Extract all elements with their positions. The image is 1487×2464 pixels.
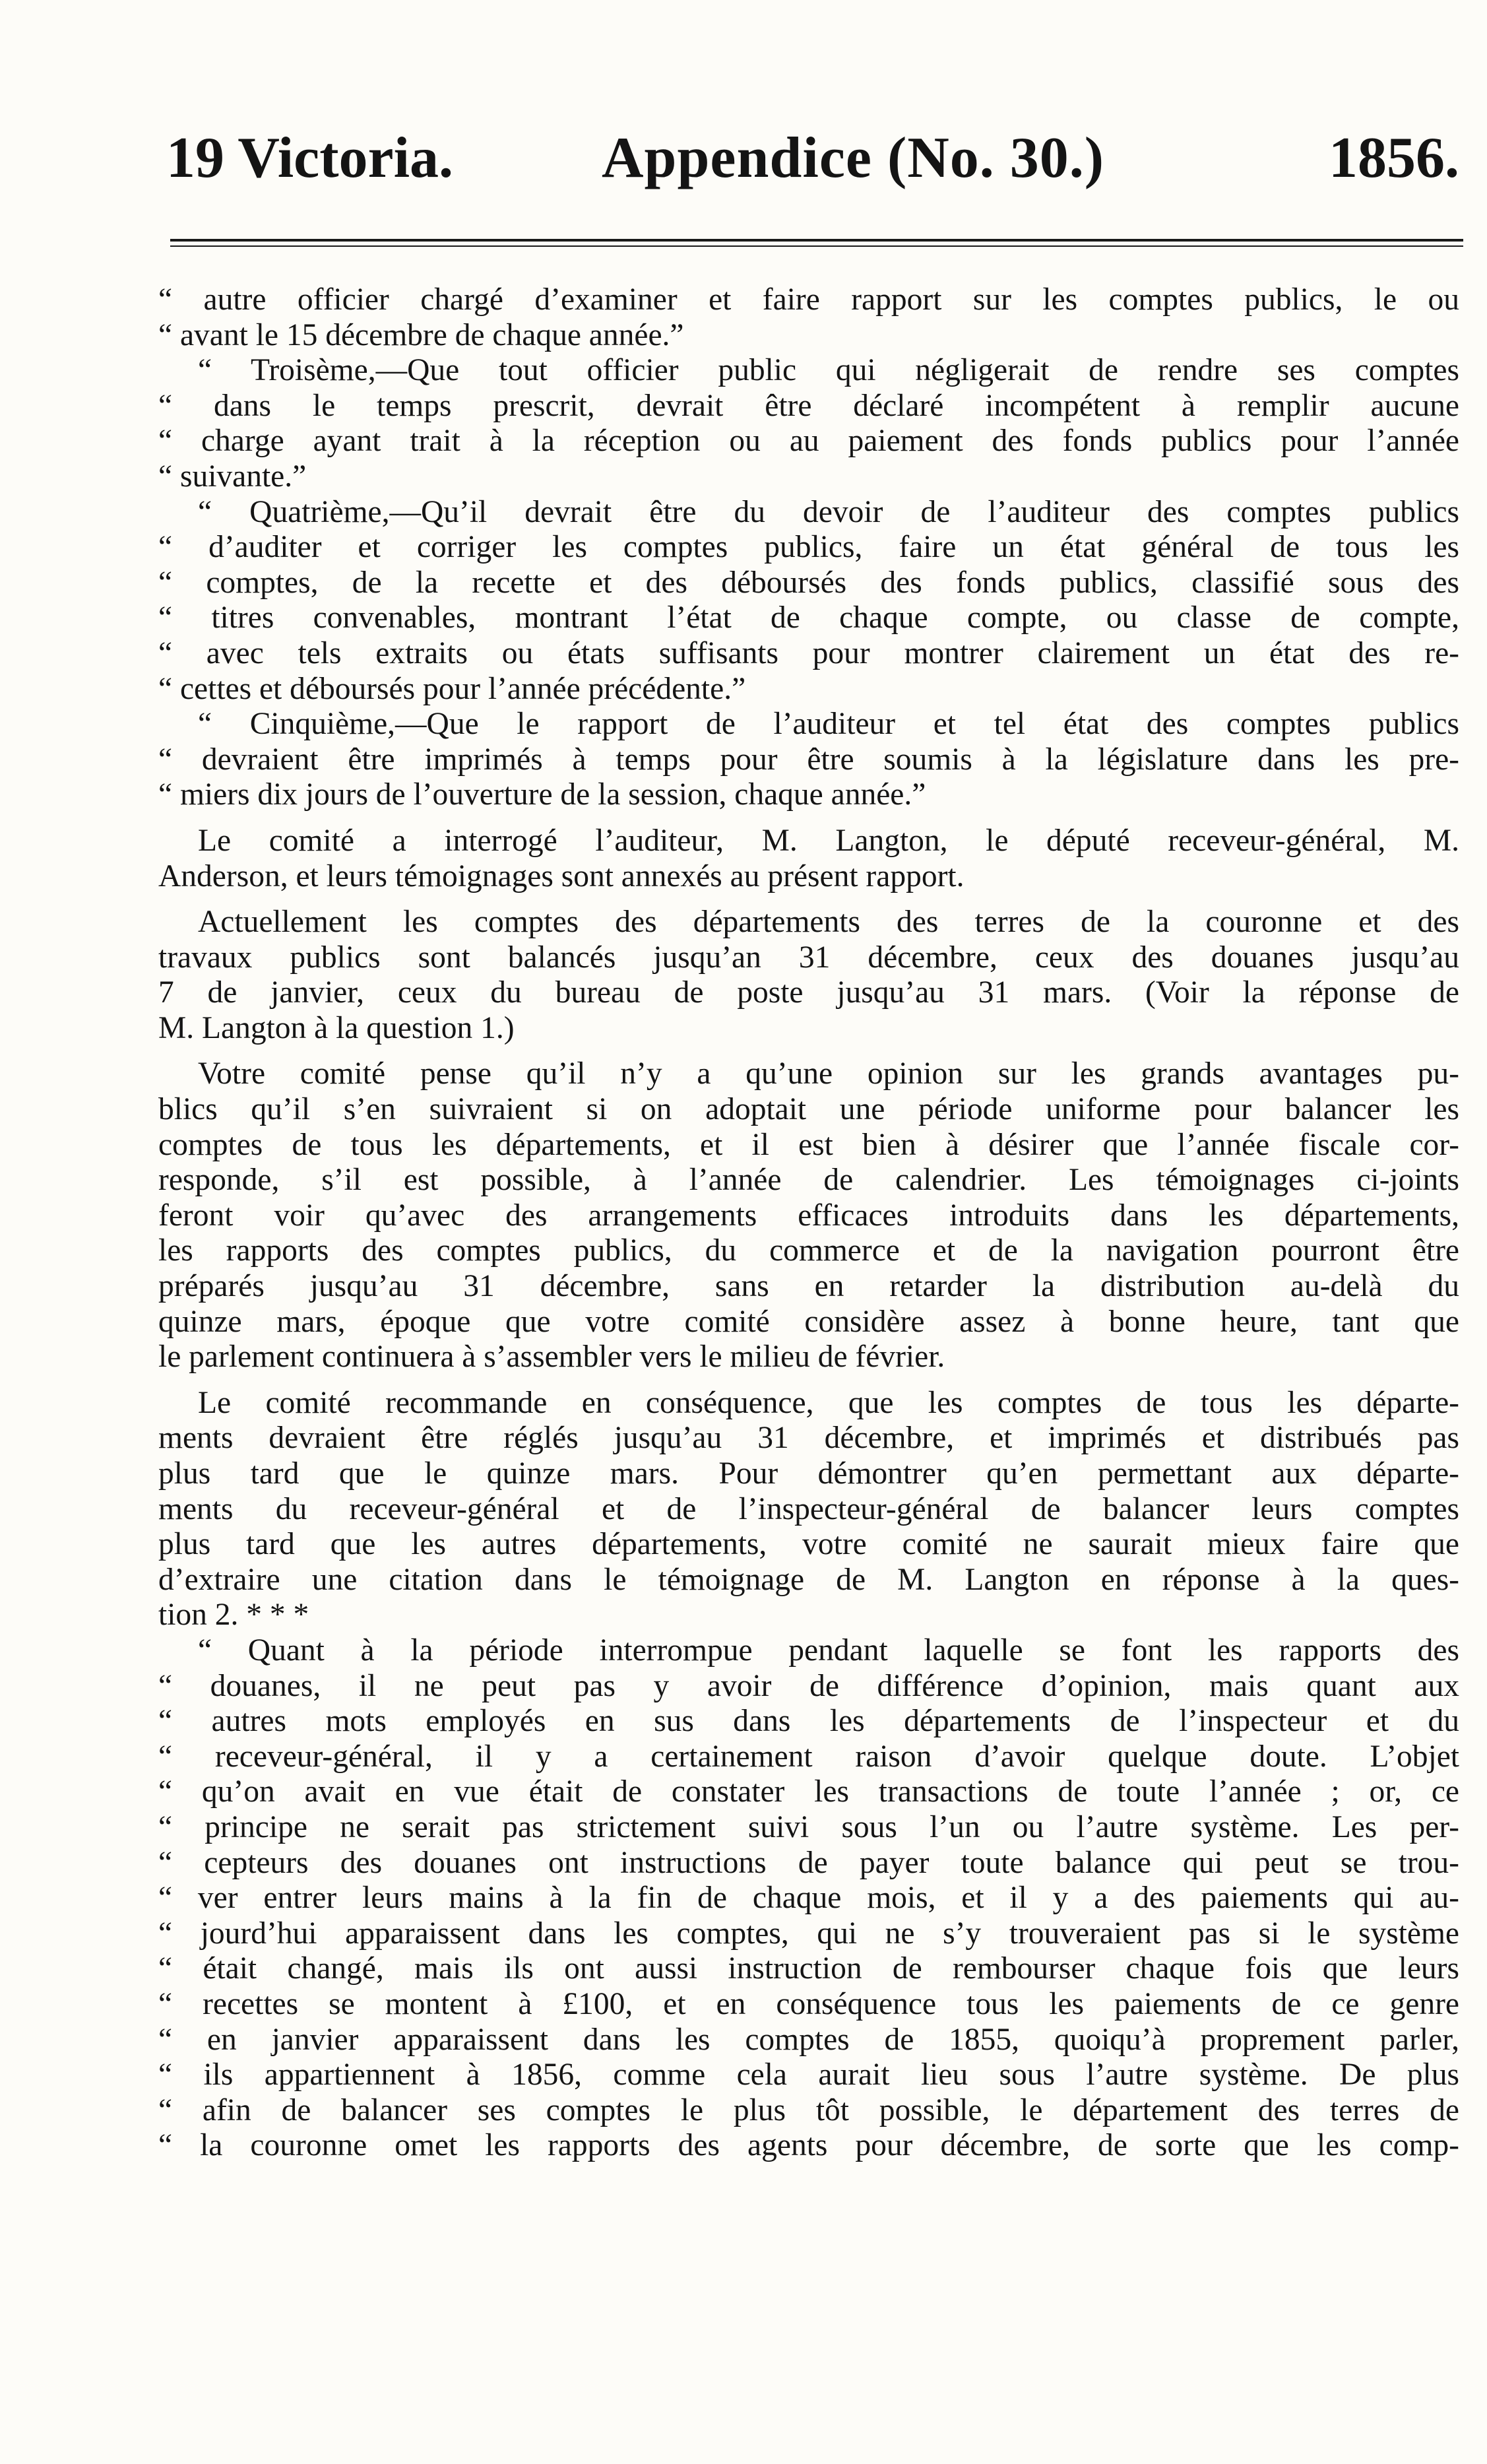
- text-line: “ autre officier chargé d’examiner et faire rapport sur les comptes publics, le ou: [158, 282, 1459, 317]
- text-line: “ était changé, mais ils ont aussi instruction de rembourser chaque fois que leurs: [158, 1951, 1459, 1986]
- text-line: 7 de janvier, ceux du bureau de poste jusqu’au 31 mars. (Voir la réponse de: [158, 975, 1459, 1010]
- text-line: responde, s’il est possible, à l’année de calendrier. Les témoignages ci-joints: [158, 1163, 1459, 1198]
- text-line: Le comité a interrogé l’auditeur, M. Langton, le député receveur-général, M.: [198, 823, 1459, 858]
- text-line: “ dans le temps prescrit, devrait être déclaré incompétent à remplir aucune: [158, 388, 1459, 423]
- page-header: [166, 122, 1459, 195]
- text-line: préparés jusqu’au 31 décembre, sans en retarder la distribution au-delà du: [158, 1269, 1459, 1304]
- text-line: Le comité recommande en conséquence, que les comptes de tous les départe-: [198, 1385, 1459, 1420]
- text-line: “ receveur-général, il y a certainement raison d’avoir quelque doute. L’objet: [158, 1739, 1459, 1774]
- text-line: le parlement continuera à s’assembler vers le milieu de février.: [158, 1340, 945, 1375]
- text-line: “ miers dix jours de l’ouverture de la session, chaque année.”: [158, 777, 926, 812]
- text-line: “ cettes et déboursés pour l’année précédente.”: [158, 671, 746, 706]
- text-line: “ avec tels extraits ou états suffisants pour montrer clairement un état des re-: [158, 635, 1459, 670]
- text-line: les rapports des comptes publics, du commerce et de la navigation pourront être: [158, 1233, 1459, 1268]
- header-appendix-number: Appendice (No. 30.): [602, 126, 1105, 190]
- text-line: d’extraire une citation dans le témoignage de M. Langton en réponse à la ques-: [158, 1562, 1459, 1597]
- text-line: “ suivante.”: [158, 459, 307, 494]
- text-line: M. Langton à la question 1.): [158, 1010, 515, 1045]
- text-line: feront voir qu’avec des arrangements efficaces introduits dans les départements,: [158, 1198, 1459, 1233]
- text-line: “ Cinquième,—Que le rapport de l’auditeur et tel état des comptes publics: [198, 707, 1459, 742]
- text-line: “ charge ayant trait à la réception ou au paiement des fonds publics pour l’année: [158, 424, 1459, 459]
- header-regnal-year: 19 Victoria.: [166, 126, 454, 190]
- text-line: travaux publics sont balancés jusqu’an 31 décembre, ceux des douanes jusqu’au: [158, 940, 1459, 975]
- text-line: plus tard que le quinze mars. Pour démontrer qu’en permettant aux départe-: [158, 1456, 1459, 1491]
- text-line: tion 2. * * *: [158, 1598, 309, 1633]
- header-year: 1856.: [1329, 126, 1459, 190]
- header-rule-thin: [170, 245, 1463, 247]
- text-line: “ d’auditer et corriger les comptes publics, faire un état général de tous les: [158, 530, 1459, 565]
- text-line: “ cepteurs des douanes ont instructions de payer toute balance qui peut se trou-: [158, 1845, 1459, 1880]
- text-line: “ en janvier apparaissent dans les comptes de 1855, quoiqu’à proprement parler,: [158, 2022, 1459, 2057]
- text-line: “ la couronne omet les rapports des agents pour décembre, de sorte que les comp-: [158, 2128, 1459, 2163]
- text-line: “ afin de balancer ses comptes le plus tôt possible, le département des terres de: [158, 2092, 1459, 2127]
- text-line: ments du receveur-général et de l’inspecteur-général de balancer leurs comptes: [158, 1491, 1459, 1526]
- text-line: ments devraient être réglés jusqu’au 31 décembre, et imprimés et distribués pas: [158, 1421, 1459, 1456]
- text-line: “ Quatrième,—Qu’il devrait être du devoir de l’auditeur des comptes publics: [198, 494, 1459, 529]
- text-line: quinze mars, époque que votre comité considère assez à bonne heure, tant que: [158, 1304, 1459, 1339]
- text-line: “ Quant à la période interrompue pendant laquelle se font les rapports des: [198, 1633, 1459, 1668]
- text-line: plus tard que les autres départements, votre comité ne saurait mieux faire que: [158, 1527, 1459, 1562]
- text-line: “ ver entrer leurs mains à la fin de chaque mois, et il y a des paiements qui au-: [158, 1881, 1459, 1916]
- text-line: comptes de tous les départements, et il est bien à désirer que l’année fiscale cor-: [158, 1127, 1459, 1162]
- text-line: “ avant le 15 décembre de chaque année.”: [158, 317, 684, 352]
- text-line: “ ils appartiennent à 1856, comme cela aurait lieu sous l’autre système. De plus: [158, 2058, 1459, 2092]
- text-line: Votre comité pense qu’il n’y a qu’une opinion sur les grands avantages pu-: [198, 1056, 1459, 1091]
- text-line: “ comptes, de la recette et des déboursés des fonds publics, classifié sous des: [158, 565, 1459, 600]
- text-line: Actuellement les comptes des départements des terres de la couronne et des: [198, 905, 1459, 940]
- text-line: “ autres mots employés en sus dans les départements de l’inspecteur et du: [158, 1704, 1459, 1739]
- body-text: [158, 282, 1459, 2164]
- text-line: “ douanes, il ne peut pas y avoir de différence d’opinion, mais quant aux: [158, 1668, 1459, 1703]
- text-line: “ titres convenables, montrant l’état de chaque compte, ou classe de compte,: [158, 600, 1459, 635]
- text-line: “ principe ne serait pas strictement suivi sous l’un ou l’autre système. Les per-: [158, 1809, 1459, 1844]
- text-line: “ Troisème,—Que tout officier public qui négligerait de rendre ses comptes: [198, 353, 1459, 388]
- text-line: “ jourd’hui apparaissent dans les comptes, qui ne s’y trouveraient pas si le système: [158, 1916, 1459, 1951]
- text-line: “ devraient être imprimés à temps pour être soumis à la législature dans les pre-: [158, 742, 1459, 777]
- text-line: Anderson, et leurs témoignages sont annexés au présent rapport.: [158, 859, 965, 893]
- text-line: blics qu’il s’en suivraient si on adoptait une période uniforme pour balancer les: [158, 1092, 1459, 1127]
- text-line: “ qu’on avait en vue était de constater les transactions de toute l’année ; or, ce: [158, 1774, 1459, 1809]
- header-rule-thick: [170, 239, 1463, 242]
- text-line: “ recettes se montent à £100, et en conséquence tous les paiements de ce genre: [158, 1986, 1459, 2021]
